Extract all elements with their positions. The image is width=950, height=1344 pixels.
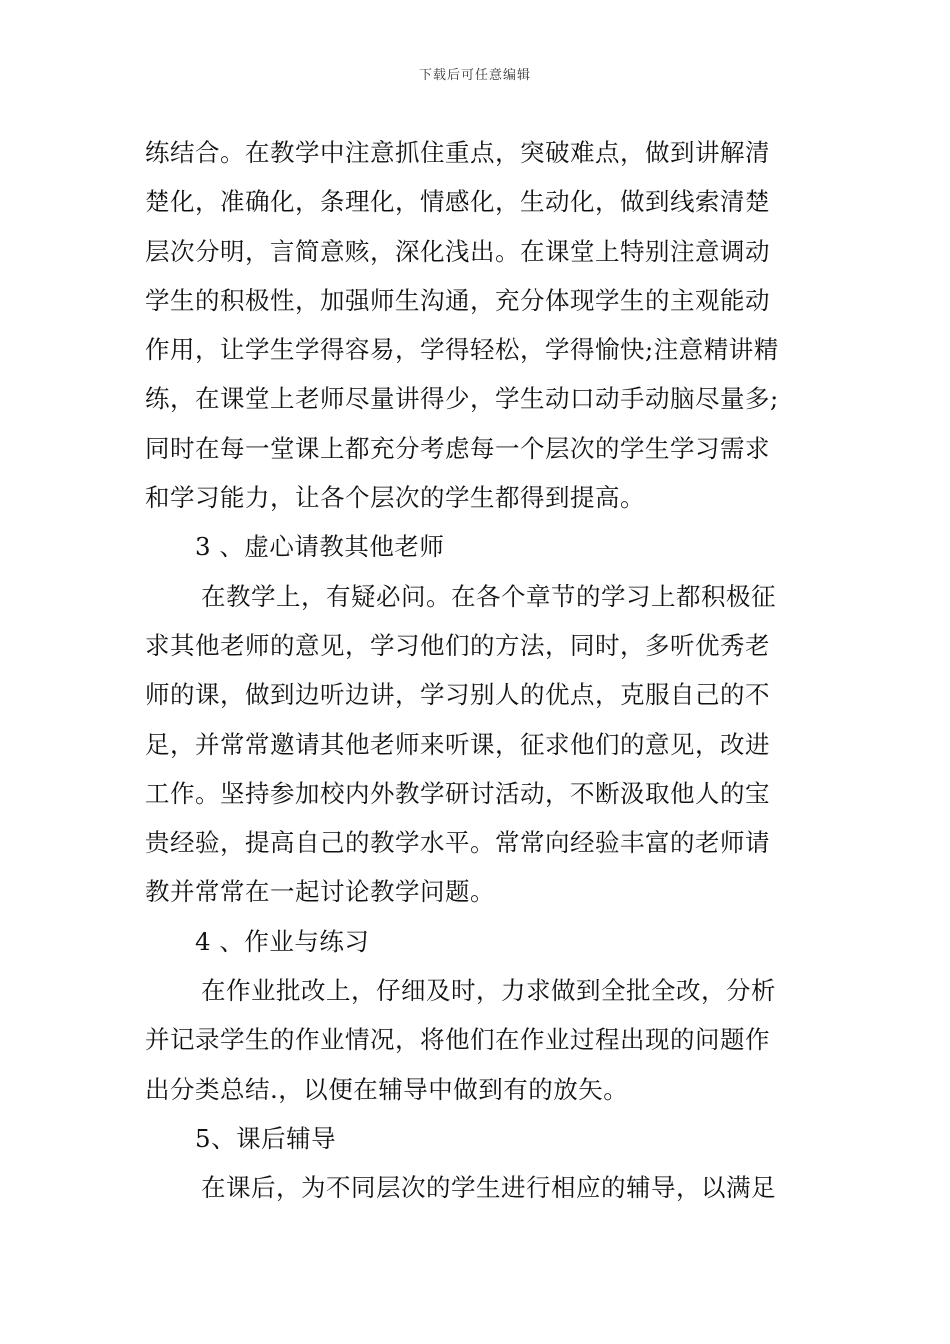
section-heading: 4 、作业与练习 <box>195 926 370 956</box>
text-line: 在作业批改上，仔细及时，力求做到全批全改，分析 <box>201 976 776 1006</box>
text-line: 层次分明，言简意赅，深化浅出。在课堂上特别注意调动 <box>145 236 770 266</box>
text-line: 工作。坚持参加校内外教学研讨活动，不断汲取他人的宝 <box>145 778 770 808</box>
text-line: 出分类总结.，以便在辅导中做到有的放矢。 <box>145 1074 629 1104</box>
text-line: 和学习能力，让各个层次的学生都得到提高。 <box>145 483 645 513</box>
text-line: 练结合。在教学中注意抓住重点，突破难点，做到讲解清 <box>145 138 770 167</box>
text-line: 并记录学生的作业情况，将他们在作业过程出现的问题作 <box>145 1025 770 1055</box>
page-header: 下载后可任意编辑 <box>418 68 531 83</box>
text-line: 同时在每一堂课上都充分考虑每一个层次的学生学习需求 <box>145 433 770 463</box>
text-line: 求其他老师的意见，学习他们的方法，同时，多听优秀老 <box>145 630 770 660</box>
text-line: 在教学上，有疑必问。在各个章节的学习上都积极征 <box>201 581 776 611</box>
text-line: 师的课，做到边听边讲，学习别人的优点，克服自己的不 <box>145 680 770 710</box>
text-line: 足，并常常邀请其他老师来听课，征求他们的意见，改进 <box>145 729 770 759</box>
text-line: 在课后，为不同层次的学生进行相应的辅导，以满足 <box>201 1173 776 1203</box>
text-line: 楚化，准确化，条理化，情感化，生动化，做到线索清楚 <box>145 187 770 217</box>
document-body <box>145 128 815 1213</box>
text-line: 贵经验，提高自己的教学水平。常常向经验丰富的老师请 <box>145 828 770 858</box>
text-line: 作用，让学生学得容易，学得轻松，学得愉快;注意精讲精 <box>145 335 779 365</box>
text-line: 练，在课堂上老师尽量讲得少，学生动口动手动脑尽量多; <box>145 384 779 414</box>
text-line: 教并常常在一起讨论教学问题。 <box>145 877 495 907</box>
section-heading: 3 、虚心请教其他老师 <box>195 532 445 562</box>
section-heading: 5、课后辅导 <box>195 1123 337 1153</box>
text-line: 学生的积极性，加强师生沟通，充分体现学生的主观能动 <box>145 285 770 315</box>
